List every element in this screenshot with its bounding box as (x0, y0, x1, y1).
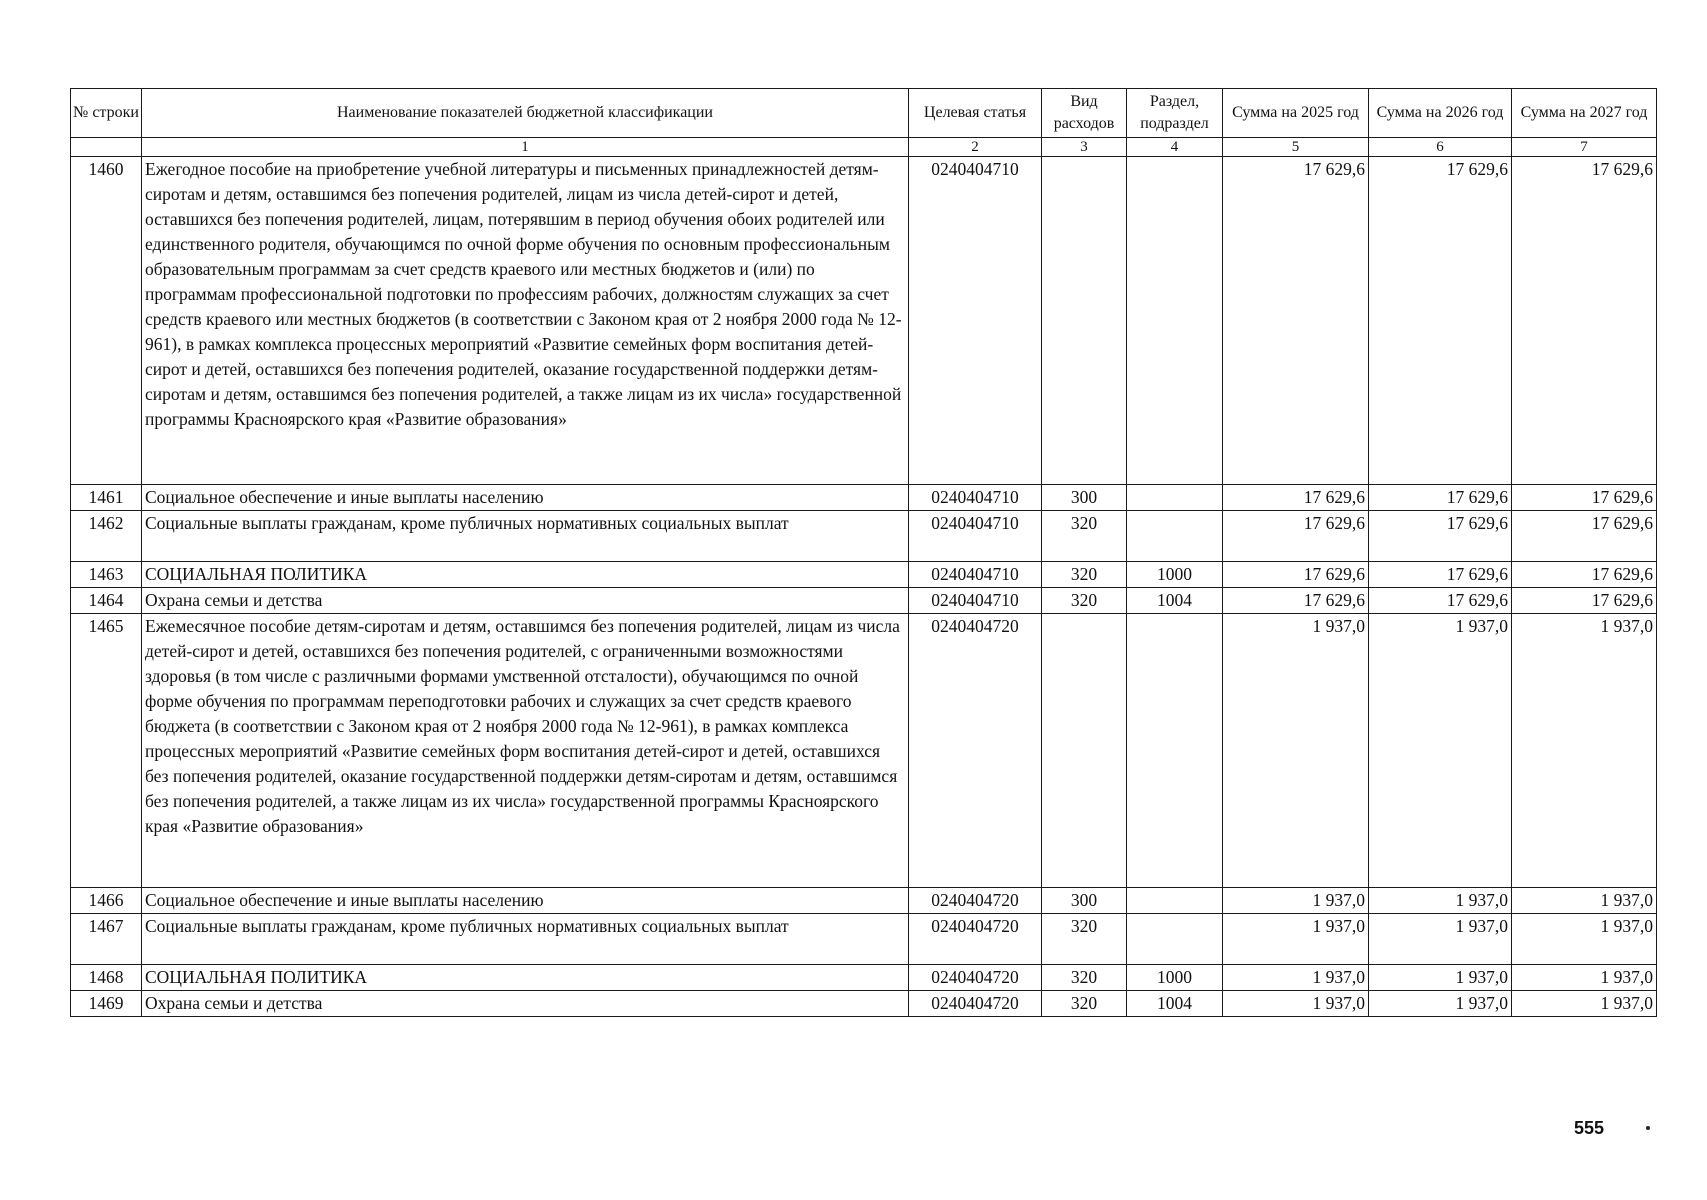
row-sum-2027: 17 629,6 (1512, 157, 1657, 485)
row-name: Социальные выплаты гражданам, кроме публичных нормативных социальных выплат (142, 511, 909, 562)
row-target: 0240404710 (909, 485, 1042, 511)
header-row-no: № строки (71, 89, 142, 138)
row-name: Ежегодное пособие на приобретение учебной литературы и письменных принадлежностей детям-сиротам и детям, оставшимся без попечения родителей, лицам из числа детей-сирот и детей, оставшихся без попечения родителей, лицам, потерявшим в период обучения обоих родителей или единственного родителя, обучающимся по очной форме обучения по основным профессиональным образовательным программам за счет средств краевого или местных бюджетов и (или) по программам профессиональной подготовки по профессиям рабочих, должностям служащих за счет средств краевого или местных бюджетов (в соответствии с Законом края от 2 ноября 2000 года № 12-961), в рамках комплекса процессных мероприятий «Развитие семейных форм воспитания детей-сирот и детей, оставшихся без попечения родителей, оказание государственной поддержки детям-сиротам и детям, оставшимся без попечения родителей, а также лицам из их числа» государственной программы Красноярского края «Развитие образования» (142, 157, 909, 485)
row-sum-2027: 1 937,0 (1512, 991, 1657, 1017)
row-kind: 320 (1042, 511, 1127, 562)
colnum-4: 4 (1127, 138, 1223, 157)
row-sum-2027: 1 937,0 (1512, 914, 1657, 965)
row-name: Социальное обеспечение и иные выплаты населению (142, 888, 909, 914)
row-sum-2026: 17 629,6 (1369, 588, 1512, 614)
page-number: 555 (1574, 1118, 1605, 1138)
row-sum-2026: 17 629,6 (1369, 157, 1512, 485)
row-name: Охрана семьи и детства (142, 991, 909, 1017)
row-number: 1468 (71, 965, 142, 991)
table-header (71, 89, 1657, 157)
row-sum-2025: 1 937,0 (1223, 991, 1369, 1017)
row-section (1127, 157, 1223, 485)
row-sum-2026: 1 937,0 (1369, 991, 1512, 1017)
colnum-2: 2 (909, 138, 1042, 157)
row-sum-2026: 1 937,0 (1369, 965, 1512, 991)
row-kind (1042, 157, 1127, 485)
row-section (1127, 614, 1223, 888)
row-sum-2025: 17 629,6 (1223, 588, 1369, 614)
row-sum-2027: 1 937,0 (1512, 614, 1657, 888)
table-row (71, 562, 1657, 588)
colnum-6: 6 (1369, 138, 1512, 157)
row-target: 0240404720 (909, 965, 1042, 991)
row-kind: 320 (1042, 965, 1127, 991)
table-row (71, 614, 1657, 888)
row-sum-2026: 17 629,6 (1369, 485, 1512, 511)
table-row (71, 157, 1657, 485)
table-body (71, 157, 1657, 1017)
row-kind: 320 (1042, 991, 1127, 1017)
row-sum-2025: 17 629,6 (1223, 157, 1369, 485)
table-row (71, 485, 1657, 511)
row-sum-2027: 17 629,6 (1512, 485, 1657, 511)
colnum-1: 1 (142, 138, 909, 157)
table-row (71, 965, 1657, 991)
row-target: 0240404710 (909, 562, 1042, 588)
header-name: Наименование показателей бюджетной классификации (142, 89, 909, 138)
table-row (71, 511, 1657, 562)
row-kind: 320 (1042, 588, 1127, 614)
row-section (1127, 914, 1223, 965)
row-kind: 300 (1042, 888, 1127, 914)
row-name: Социальное обеспечение и иные выплаты населению (142, 485, 909, 511)
row-name: СОЦИАЛЬНАЯ ПОЛИТИКА (142, 562, 909, 588)
colnum-7: 7 (1512, 138, 1657, 157)
row-number: 1467 (71, 914, 142, 965)
row-kind: 300 (1042, 485, 1127, 511)
row-sum-2026: 17 629,6 (1369, 511, 1512, 562)
row-section: 1004 (1127, 588, 1223, 614)
header-section: Раздел, подраздел (1127, 89, 1223, 138)
row-sum-2025: 1 937,0 (1223, 965, 1369, 991)
header-target: Целевая статья (909, 89, 1042, 138)
row-number: 1466 (71, 888, 142, 914)
row-sum-2027: 1 937,0 (1512, 888, 1657, 914)
row-sum-2027: 17 629,6 (1512, 562, 1657, 588)
row-sum-2026: 1 937,0 (1369, 888, 1512, 914)
budget-table (70, 88, 1657, 1017)
row-number: 1461 (71, 485, 142, 511)
row-target: 0240404710 (909, 157, 1042, 485)
row-sum-2026: 1 937,0 (1369, 614, 1512, 888)
table-row (71, 588, 1657, 614)
header-sum-2027: Сумма на 2027 год (1512, 89, 1657, 138)
row-section: 1004 (1127, 991, 1223, 1017)
row-target: 0240404710 (909, 511, 1042, 562)
header-kind: Вид расходов (1042, 89, 1127, 138)
row-section: 1000 (1127, 965, 1223, 991)
row-sum-2025: 1 937,0 (1223, 914, 1369, 965)
row-section (1127, 511, 1223, 562)
row-section (1127, 485, 1223, 511)
row-sum-2025: 1 937,0 (1223, 614, 1369, 888)
row-name: Охрана семьи и детства (142, 588, 909, 614)
row-sum-2025: 1 937,0 (1223, 888, 1369, 914)
row-target: 0240404720 (909, 888, 1042, 914)
colnum-5: 5 (1223, 138, 1369, 157)
row-number: 1463 (71, 562, 142, 588)
table-row (71, 914, 1657, 965)
row-name: Социальные выплаты гражданам, кроме публичных нормативных социальных выплат (142, 914, 909, 965)
document-sheet (70, 88, 1656, 1017)
row-number: 1462 (71, 511, 142, 562)
row-sum-2025: 17 629,6 (1223, 511, 1369, 562)
row-number: 1465 (71, 614, 142, 888)
table-row (71, 991, 1657, 1017)
row-section (1127, 888, 1223, 914)
row-target: 0240404710 (909, 588, 1042, 614)
row-sum-2025: 17 629,6 (1223, 485, 1369, 511)
row-number: 1464 (71, 588, 142, 614)
row-section: 1000 (1127, 562, 1223, 588)
page-dot-mark (1646, 1126, 1650, 1130)
row-kind: 320 (1042, 914, 1127, 965)
row-name: СОЦИАЛЬНАЯ ПОЛИТИКА (142, 965, 909, 991)
table-row (71, 888, 1657, 914)
row-number: 1460 (71, 157, 142, 485)
row-sum-2027: 17 629,6 (1512, 511, 1657, 562)
header-sum-2025: Сумма на 2025 год (1223, 89, 1369, 138)
row-sum-2026: 1 937,0 (1369, 914, 1512, 965)
row-target: 0240404720 (909, 991, 1042, 1017)
row-sum-2027: 1 937,0 (1512, 965, 1657, 991)
row-kind (1042, 614, 1127, 888)
row-target: 0240404720 (909, 914, 1042, 965)
row-sum-2026: 17 629,6 (1369, 562, 1512, 588)
row-sum-2025: 17 629,6 (1223, 562, 1369, 588)
row-kind: 320 (1042, 562, 1127, 588)
row-target: 0240404720 (909, 614, 1042, 888)
row-name: Ежемесячное пособие детям-сиротам и детям, оставшимся без попечения родителей, лицам из числа детей-сирот и детей, оставшихся без попечения родителей, с ограниченными возможностями здоровья (в том числе с различными формами умственной отсталости), обучающимся по очной форме обучения по программам переподготовки рабочих и служащих за счет средств краевого бюджета (в соответствии с Законом края от 2 ноября 2000 года № 12-961), в рамках комплекса процессных мероприятий «Развитие семейных форм воспитания детей-сирот и детей, оставшихся без попечения родителей, оказание государственной поддержки детям-сиротам и детям, оставшимся без попечения родителей, а также лицам из их числа» государственной программы Красноярского края «Развитие образования» (142, 614, 909, 888)
row-number: 1469 (71, 991, 142, 1017)
colnum-3: 3 (1042, 138, 1127, 157)
header-sum-2026: Сумма на 2026 год (1369, 89, 1512, 138)
colnum-0 (71, 138, 142, 157)
row-sum-2027: 17 629,6 (1512, 588, 1657, 614)
